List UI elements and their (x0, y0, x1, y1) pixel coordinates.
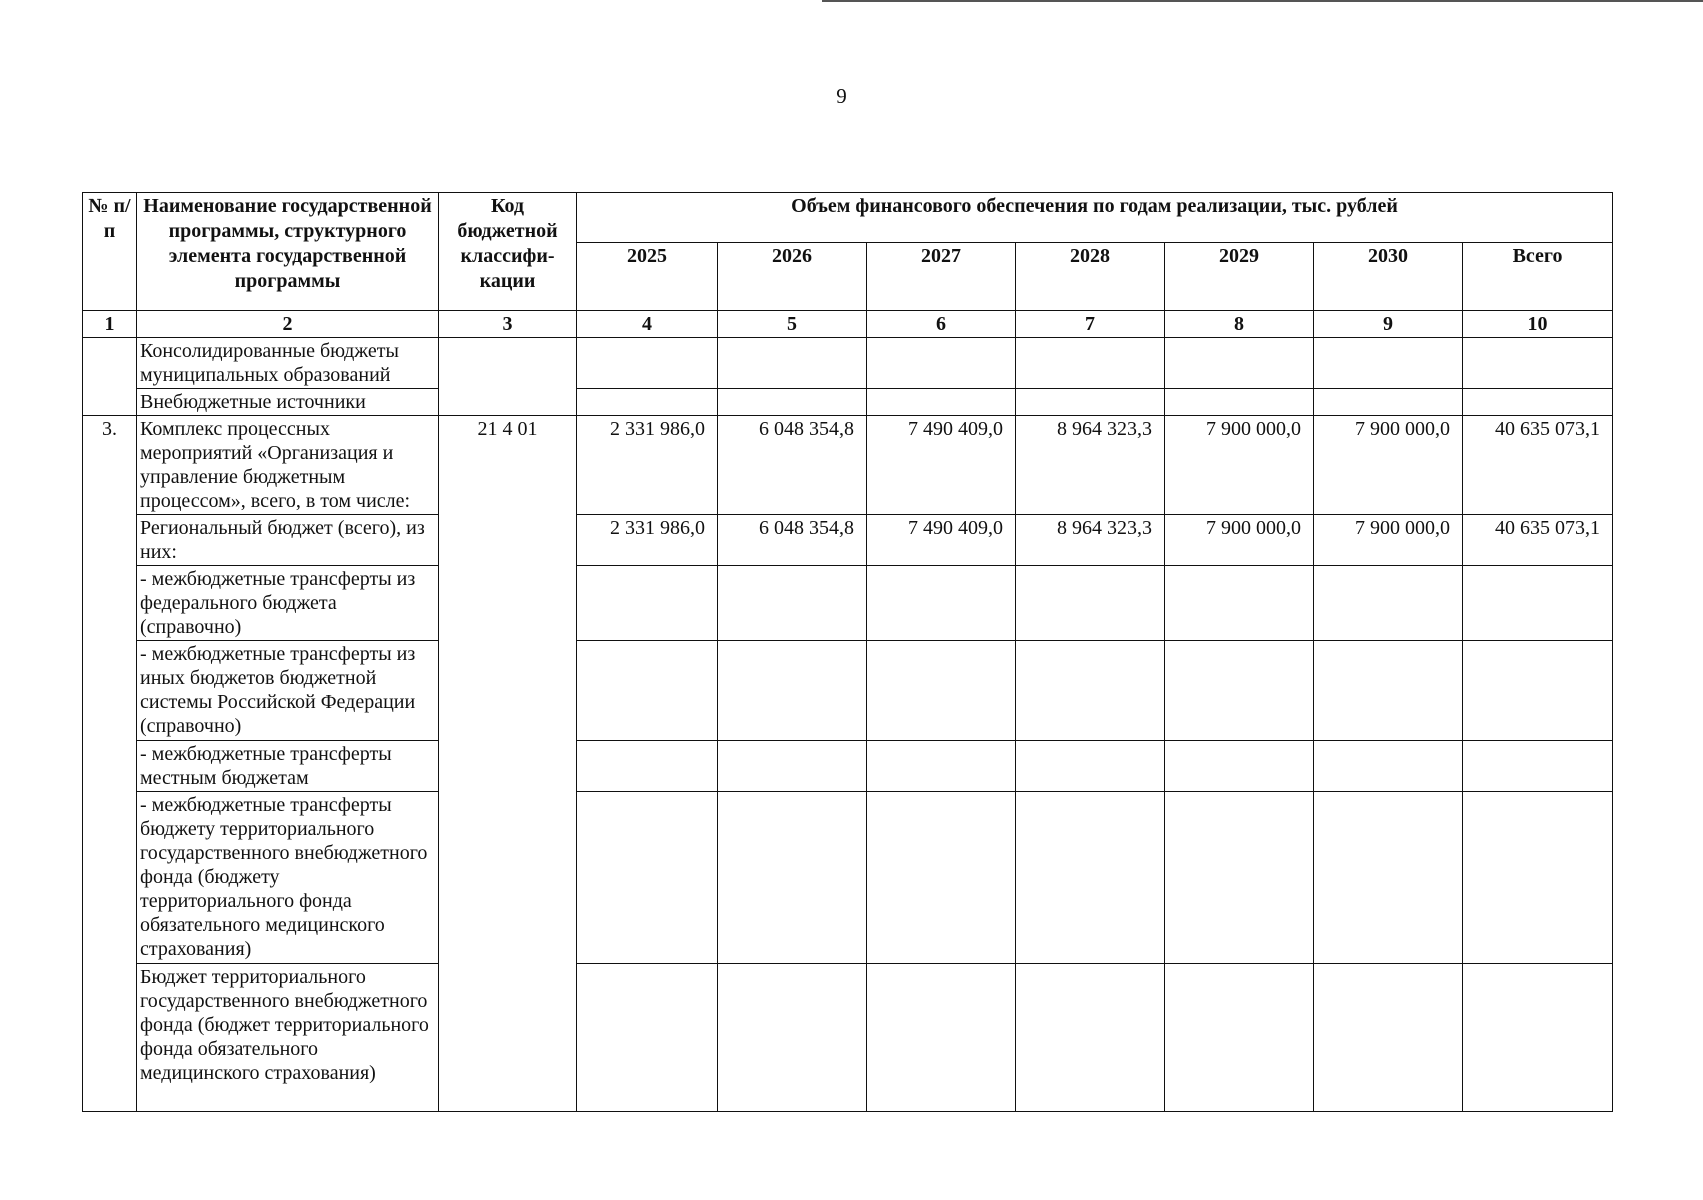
page-number: 9 (836, 84, 847, 108)
value-cell (577, 566, 718, 641)
value-cell (1314, 566, 1463, 641)
value-cell (1016, 641, 1165, 741)
value-cell (718, 389, 867, 416)
table-row (83, 741, 1613, 792)
value-cell: 40 635 073,1 (1463, 515, 1613, 566)
value-cell (1314, 389, 1463, 416)
row-num: 3. (83, 416, 137, 1112)
value-cell (1314, 741, 1463, 792)
header-funding-group: Объем финансового обеспечения по годам реализации, тыс. рублей (577, 193, 1613, 243)
header-name: Наименование государственной программы, структурного элемента государственной программы (137, 193, 439, 311)
value-cell (867, 792, 1016, 964)
value-cell (1463, 792, 1613, 964)
value-cell (718, 792, 867, 964)
value-cell (1016, 338, 1165, 389)
value-cell (1165, 641, 1314, 741)
table-row (83, 338, 1613, 389)
column-index: 10 (1463, 311, 1613, 338)
budget-table (82, 192, 1613, 1112)
value-cell (867, 566, 1016, 641)
value-cell (1165, 792, 1314, 964)
column-index: 2 (137, 311, 439, 338)
value-cell (577, 964, 718, 1112)
value-cell (1165, 338, 1314, 389)
value-cell (577, 792, 718, 964)
table-row (83, 416, 1613, 515)
header-total: Всего (1463, 243, 1613, 311)
row-code-cell (439, 338, 577, 416)
value-cell (867, 389, 1016, 416)
row-label: Бюджет территориального государственного внебюджетного фонда (бюджет территориального фонда обязательного медицинского страхования) (137, 964, 439, 1112)
row-num-cell (83, 338, 137, 416)
value-cell (1016, 389, 1165, 416)
value-cell (577, 338, 718, 389)
row-label: - межбюджетные трансферты бюджету территориального государственного внебюджетного фонда (бюджету территориального фонда обязательного медицинского страхования) (137, 792, 439, 964)
row-label: - межбюджетные трансферты из федерального бюджета (справочно) (137, 566, 439, 641)
row-label: - межбюджетные трансферты из иных бюджетов бюджетной системы Российской Федерации (справочно) (137, 641, 439, 741)
value-cell (718, 964, 867, 1112)
value-cell: 8 964 323,3 (1016, 515, 1165, 566)
value-cell (718, 566, 867, 641)
value-cell: 40 635 073,1 (1463, 416, 1613, 515)
value-cell (1314, 792, 1463, 964)
value-cell: 2 331 986,0 (577, 416, 718, 515)
header-num: № п/п (83, 193, 137, 311)
header-year: 2026 (718, 243, 867, 311)
table-row (83, 641, 1613, 741)
value-cell (718, 338, 867, 389)
header-row (83, 193, 1613, 243)
value-cell (1314, 338, 1463, 389)
value-cell (867, 338, 1016, 389)
value-cell (1165, 566, 1314, 641)
value-cell: 8 964 323,3 (1016, 416, 1165, 515)
value-cell (1016, 964, 1165, 1112)
value-cell (1463, 741, 1613, 792)
column-index-row (83, 311, 1613, 338)
column-index: 4 (577, 311, 718, 338)
value-cell (1165, 964, 1314, 1112)
column-index: 7 (1016, 311, 1165, 338)
column-index: 8 (1165, 311, 1314, 338)
header-year: 2025 (577, 243, 718, 311)
row-label: Внебюджетные источники (137, 389, 439, 416)
header-year: 2029 (1165, 243, 1314, 311)
value-cell (577, 741, 718, 792)
table-row (83, 389, 1613, 416)
value-cell (1314, 964, 1463, 1112)
value-cell (1463, 566, 1613, 641)
header-year: 2027 (867, 243, 1016, 311)
value-cell: 2 331 986,0 (577, 515, 718, 566)
row-label: - межбюджетные трансферты местным бюджетам (137, 741, 439, 792)
value-cell (1016, 741, 1165, 792)
value-cell: 6 048 354,8 (718, 416, 867, 515)
value-cell: 7 490 409,0 (867, 515, 1016, 566)
value-cell (1463, 389, 1613, 416)
value-cell (1314, 641, 1463, 741)
value-cell: 7 900 000,0 (1165, 416, 1314, 515)
table-row (83, 964, 1613, 1112)
value-cell (1165, 389, 1314, 416)
row-code: 21 4 01 (439, 416, 577, 1112)
value-cell (867, 741, 1016, 792)
value-cell (867, 964, 1016, 1112)
value-cell (718, 641, 867, 741)
column-index: 1 (83, 311, 137, 338)
header-year: 2030 (1314, 243, 1463, 311)
value-cell: 7 490 409,0 (867, 416, 1016, 515)
value-cell (1165, 741, 1314, 792)
column-index: 5 (718, 311, 867, 338)
value-cell (1016, 566, 1165, 641)
value-cell (1016, 792, 1165, 964)
row-label: Комплекс процессных мероприятий «Организация и управление бюджетным процессом», всего, в том числе: (137, 416, 439, 515)
table-row (83, 515, 1613, 566)
column-index: 9 (1314, 311, 1463, 338)
column-index: 3 (439, 311, 577, 338)
header-year: 2028 (1016, 243, 1165, 311)
top-edge-rule (822, 0, 1703, 2)
value-cell: 7 900 000,0 (1314, 416, 1463, 515)
table-row (83, 792, 1613, 964)
header-code: Код бюджетной классифи-кации (439, 193, 577, 311)
value-cell (1463, 641, 1613, 741)
value-cell (1463, 338, 1613, 389)
value-cell (718, 741, 867, 792)
value-cell (867, 641, 1016, 741)
value-cell: 7 900 000,0 (1314, 515, 1463, 566)
value-cell: 6 048 354,8 (718, 515, 867, 566)
value-cell (577, 389, 718, 416)
value-cell (577, 641, 718, 741)
value-cell (1463, 964, 1613, 1112)
table-row (83, 566, 1613, 641)
row-label: Консолидированные бюджеты муниципальных образований (137, 338, 439, 389)
column-index: 6 (867, 311, 1016, 338)
row-label: Региональный бюджет (всего), из них: (137, 515, 439, 566)
value-cell: 7 900 000,0 (1165, 515, 1314, 566)
